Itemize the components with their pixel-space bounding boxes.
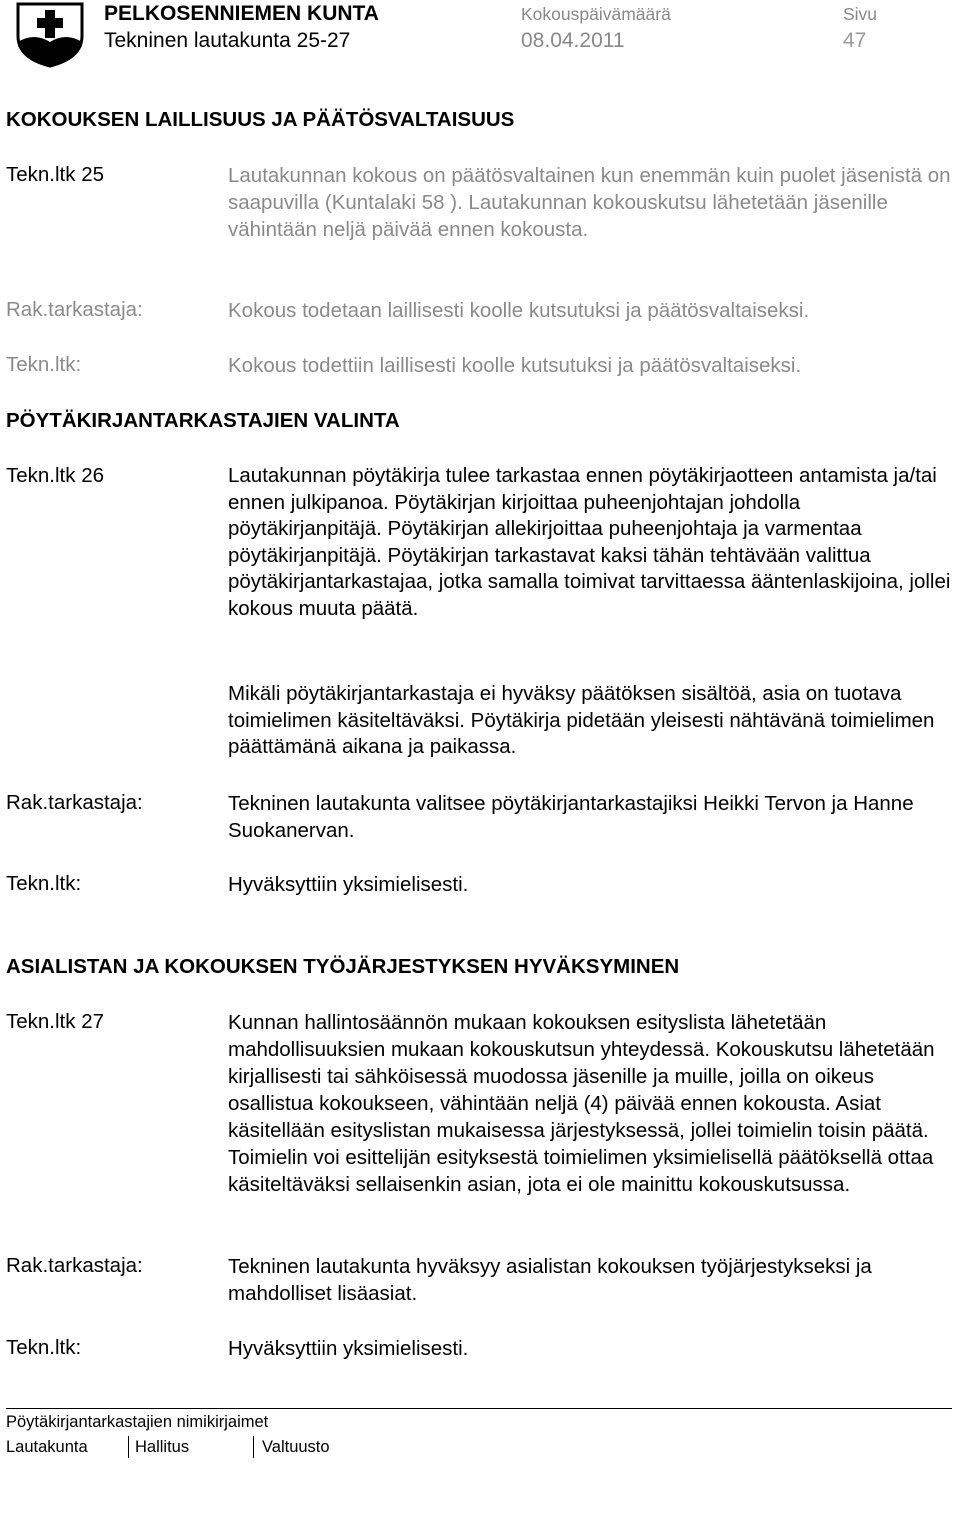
page-label: Sivu	[843, 4, 878, 24]
footer-column-lautakunta: Lautakunta	[6, 1436, 129, 1458]
proposal-25: Kokous todetaan laillisesti koolle kutsutuksi ja päätösvaltaiseksi.	[228, 299, 810, 322]
decision-label-26: Tekn.ltk:	[6, 872, 82, 895]
section-body-26: Lautakunnan pöytäkirja tulee tarkastaa ennen pöytäkirjaotteen antamista ja/tai ennen julkipanoa. Pöytäkirjan kirjoittaa puheenjohtajan johdolla pöytäkirjanpitäjä. Pöytäkirjan allekirjoittaa puheenjohtaja ja varmentaa pöytäkirjanpitäjä. Pöytäkirjan tarkastavat kaksi tähän tehtävään valittua pöytäkirjantarkastajaa, jotka samalla toimivat tarvittaessa ääntenlaskijoina, jollei kokous muuta päätä.	[228, 464, 951, 620]
municipality-name: PELKOSENNIEMEN KUNTA	[104, 2, 379, 25]
footer-column-hallitus: Hallitus	[135, 1436, 254, 1458]
proposal-27: Tekninen lautakunta hyväksyy asialistan kokouksen työjärjestykseksi ja mahdolliset lisäasiat.	[228, 1255, 872, 1305]
decision-25: Kokous todettiin laillisesti koolle kutsutuksi ja päätösvaltaiseksi.	[228, 354, 802, 377]
footer-title: Pöytäkirjantarkastajien nimikirjaimet	[6, 1413, 269, 1431]
proposal-26: Tekninen lautakunta valitsee pöytäkirjantarkastajiksi Heikki Tervon ja Hanne Suokanervan.	[228, 792, 914, 842]
section-label-26: Tekn.ltk 26	[6, 464, 104, 487]
section-label-27: Tekn.ltk 27	[6, 1010, 104, 1033]
page-number: 47	[843, 29, 867, 52]
section-label-25: Tekn.ltk 25	[6, 163, 104, 186]
date-label: Kokouspäivämäärä	[521, 4, 671, 24]
proposal-label-26: Rak.tarkastaja:	[6, 791, 143, 814]
decision-label-25: Tekn.ltk:	[6, 353, 82, 376]
meeting-date: 08.04.2011	[521, 29, 625, 52]
section-heading-25: KOKOUKSEN LAILLISUUS JA PÄÄTÖSVALTAISUUS	[6, 108, 515, 131]
decision-label-27: Tekn.ltk:	[6, 1336, 82, 1359]
section-heading-27: ASIALISTAN JA KOKOUKSEN TYÖJÄRJESTYKSEN HYVÄKSYMINEN	[6, 955, 680, 978]
proposal-label-27: Rak.tarkastaja:	[6, 1254, 143, 1277]
proposal-label-25: Rak.tarkastaja:	[6, 298, 143, 321]
section-body2-26: Mikäli pöytäkirjantarkastaja ei hyväksy päätöksen sisältöä, asia on tuotava toimielimen käsiteltäväksi. Pöytäkirja pidetään yleisesti nähtävänä toimielimen päättämänä aikana ja paikassa.	[228, 682, 935, 758]
decision-27: Hyväksyttiin yksimielisesti.	[228, 1337, 469, 1360]
footer-divider	[6, 1408, 952, 1409]
footer-column-valtuusto: Valtuusto	[262, 1438, 330, 1456]
section-heading-26: PÖYTÄKIRJANTARKASTAJIEN VALINTA	[6, 409, 400, 432]
section-body-27: Kunnan hallintosäännön mukaan kokouksen esityslista lähetetään mahdollisuuksien mukaan kokouskutsun yhteydessä. Kokouskutsu lähetetään kirjallisesti tai sähköisessä muodossa jäsenille ja muille, joilla on oikeus osallistua kokoukseen, vähintään neljä (4) päivää ennen kokousta. Asiat käsitellään esityslistan mukaisessa järjestyksessä, jollei toimielin toisin päätä. Toimielin voi esittelijän esityksestä toimielimen yksimielisellä päätöksellä ottaa käsiteltäväksi sellaisenkin asian, jota ei ole mainittu kokouskutsussa.	[228, 1011, 935, 1196]
decision-26: Hyväksyttiin yksimielisesti.	[228, 873, 469, 896]
section-body-25: Lautakunnan kokous on päätösvaltainen kun enemmän kuin puolet jäsenistä on saapuvilla (Kuntalaki 58 ). Lautakunnan kokouskutsu lähetetään jäsenille vähintään neljä päivää ennen kokousta.	[228, 164, 951, 241]
board-name: Tekninen lautakunta 25-27	[104, 29, 351, 52]
coat-of-arms-icon	[14, 2, 86, 68]
